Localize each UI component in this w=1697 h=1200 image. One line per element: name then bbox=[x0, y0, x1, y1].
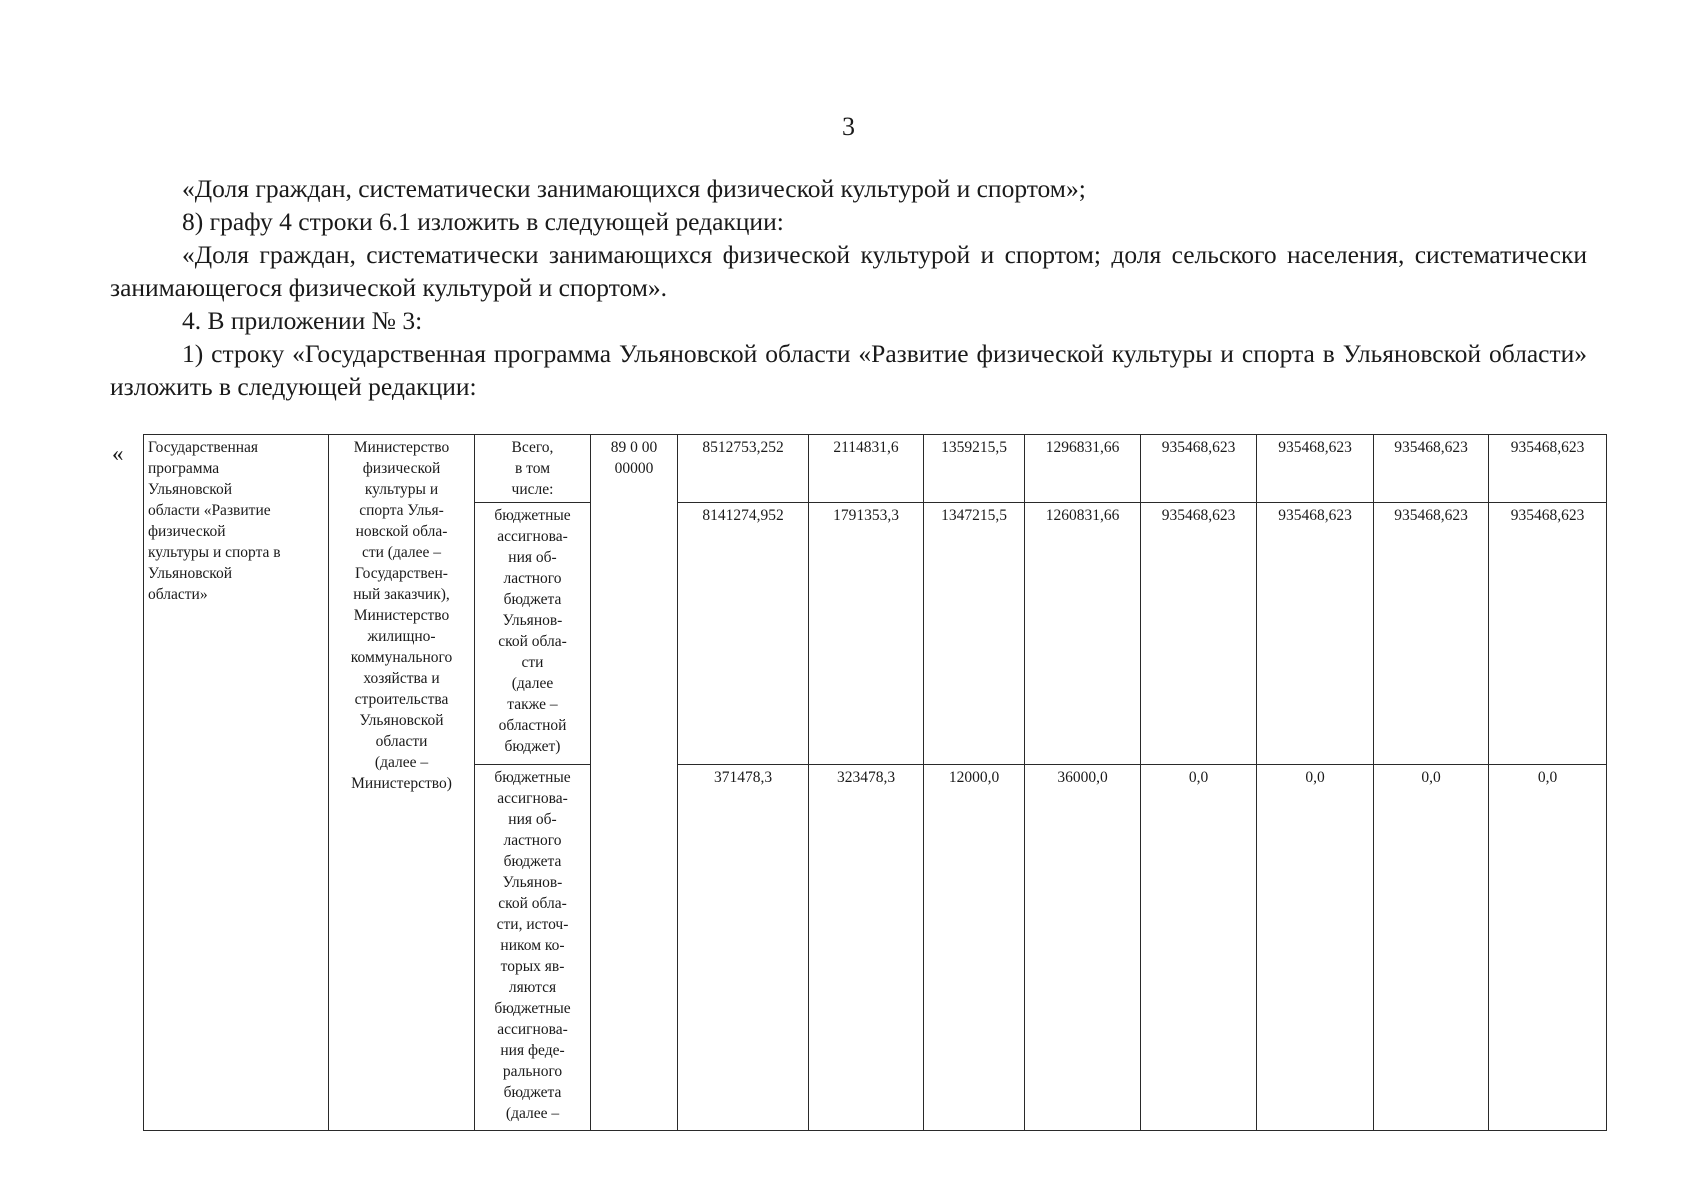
program-name-cell bbox=[144, 435, 329, 1131]
value-total: 371478,3 bbox=[678, 765, 809, 1131]
value-year: 1296831,66 bbox=[1025, 435, 1141, 503]
table-row bbox=[144, 435, 1607, 503]
value-total: 8141274,952 bbox=[678, 503, 809, 765]
value-year: 1260831,66 bbox=[1025, 503, 1141, 765]
funding-source: бюджетные ассигнова- ния об- ластного бюджета Ульянов- ской обла- сти, источ- ником ко- торых яв- ляются бюджетные ассигнова- ния феде- рального бюджета (далее – bbox=[494, 769, 571, 1122]
value-year: 935468,623 bbox=[1141, 503, 1257, 765]
page-number: 3 bbox=[842, 112, 855, 141]
code-cell bbox=[591, 435, 678, 1131]
program-name: Государственная программа Ульяновской области «Развитие физической культуры и спорта в Ульяновской области» bbox=[148, 439, 281, 603]
value-year: 935468,623 bbox=[1489, 503, 1607, 765]
budget-table bbox=[143, 434, 1607, 1131]
value-year: 935468,623 bbox=[1374, 435, 1489, 503]
source-cell bbox=[475, 435, 591, 503]
value-year: 935468,623 bbox=[1257, 435, 1374, 503]
paragraph-new-wording: «Доля граждан, систематически занимающихся физической культурой и спортом; доля сельского населения, систематически занимающегося физической культурой и спортом». bbox=[110, 240, 1587, 302]
value-year: 1359215,5 bbox=[924, 435, 1025, 503]
budget-code: 89 0 00 00000 bbox=[610, 439, 658, 477]
source-cell bbox=[475, 765, 591, 1131]
executor-name: Министерство физической культуры и спорта Улья- новской обла- сти (далее – Государствен- ный заказчик), Министерство жилищно- коммунального хозяйства и строительства Ульяновской области (далее – Министерство) bbox=[350, 439, 453, 792]
value-total: 8512753,252 bbox=[678, 435, 809, 503]
value-year: 2114831,6 bbox=[809, 435, 924, 503]
paragraph-section-4: 4. В приложении № 3: bbox=[182, 306, 423, 335]
paragraph-item-8: 8) графу 4 строки 6.1 изложить в следующей редакции: bbox=[182, 207, 784, 236]
value-year: 935468,623 bbox=[1489, 435, 1607, 503]
value-year: 0,0 bbox=[1374, 765, 1489, 1131]
source-cell bbox=[475, 503, 591, 765]
value-year: 12000,0 bbox=[924, 765, 1025, 1131]
value-year: 1347215,5 bbox=[924, 503, 1025, 765]
value-year: 935468,623 bbox=[1141, 435, 1257, 503]
value-year: 36000,0 bbox=[1025, 765, 1141, 1131]
value-year: 935468,623 bbox=[1374, 503, 1489, 765]
value-year: 0,0 bbox=[1257, 765, 1374, 1131]
paragraph-indicator-quote: «Доля граждан, систематически занимающихся физической культурой и спортом»; bbox=[182, 174, 1086, 203]
table-open-quote: « bbox=[112, 441, 124, 466]
paragraph-item-1: 1) строку «Государственная программа Ульяновской области «Развитие физической культуры и спорта в Ульяновской области» изложить в следующей редакции: bbox=[110, 339, 1587, 401]
value-year: 323478,3 bbox=[809, 765, 924, 1131]
executor-cell bbox=[329, 435, 475, 1131]
value-year: 0,0 bbox=[1141, 765, 1257, 1131]
value-year: 0,0 bbox=[1489, 765, 1607, 1131]
value-year: 935468,623 bbox=[1257, 503, 1374, 765]
funding-source: Всего, в том числе: bbox=[511, 439, 554, 498]
value-year: 1791353,3 bbox=[809, 503, 924, 765]
funding-source: бюджетные ассигнова- ния об- ластного бюджета Ульянов- ской обла- сти (далее также – областной бюджет) bbox=[494, 507, 571, 755]
